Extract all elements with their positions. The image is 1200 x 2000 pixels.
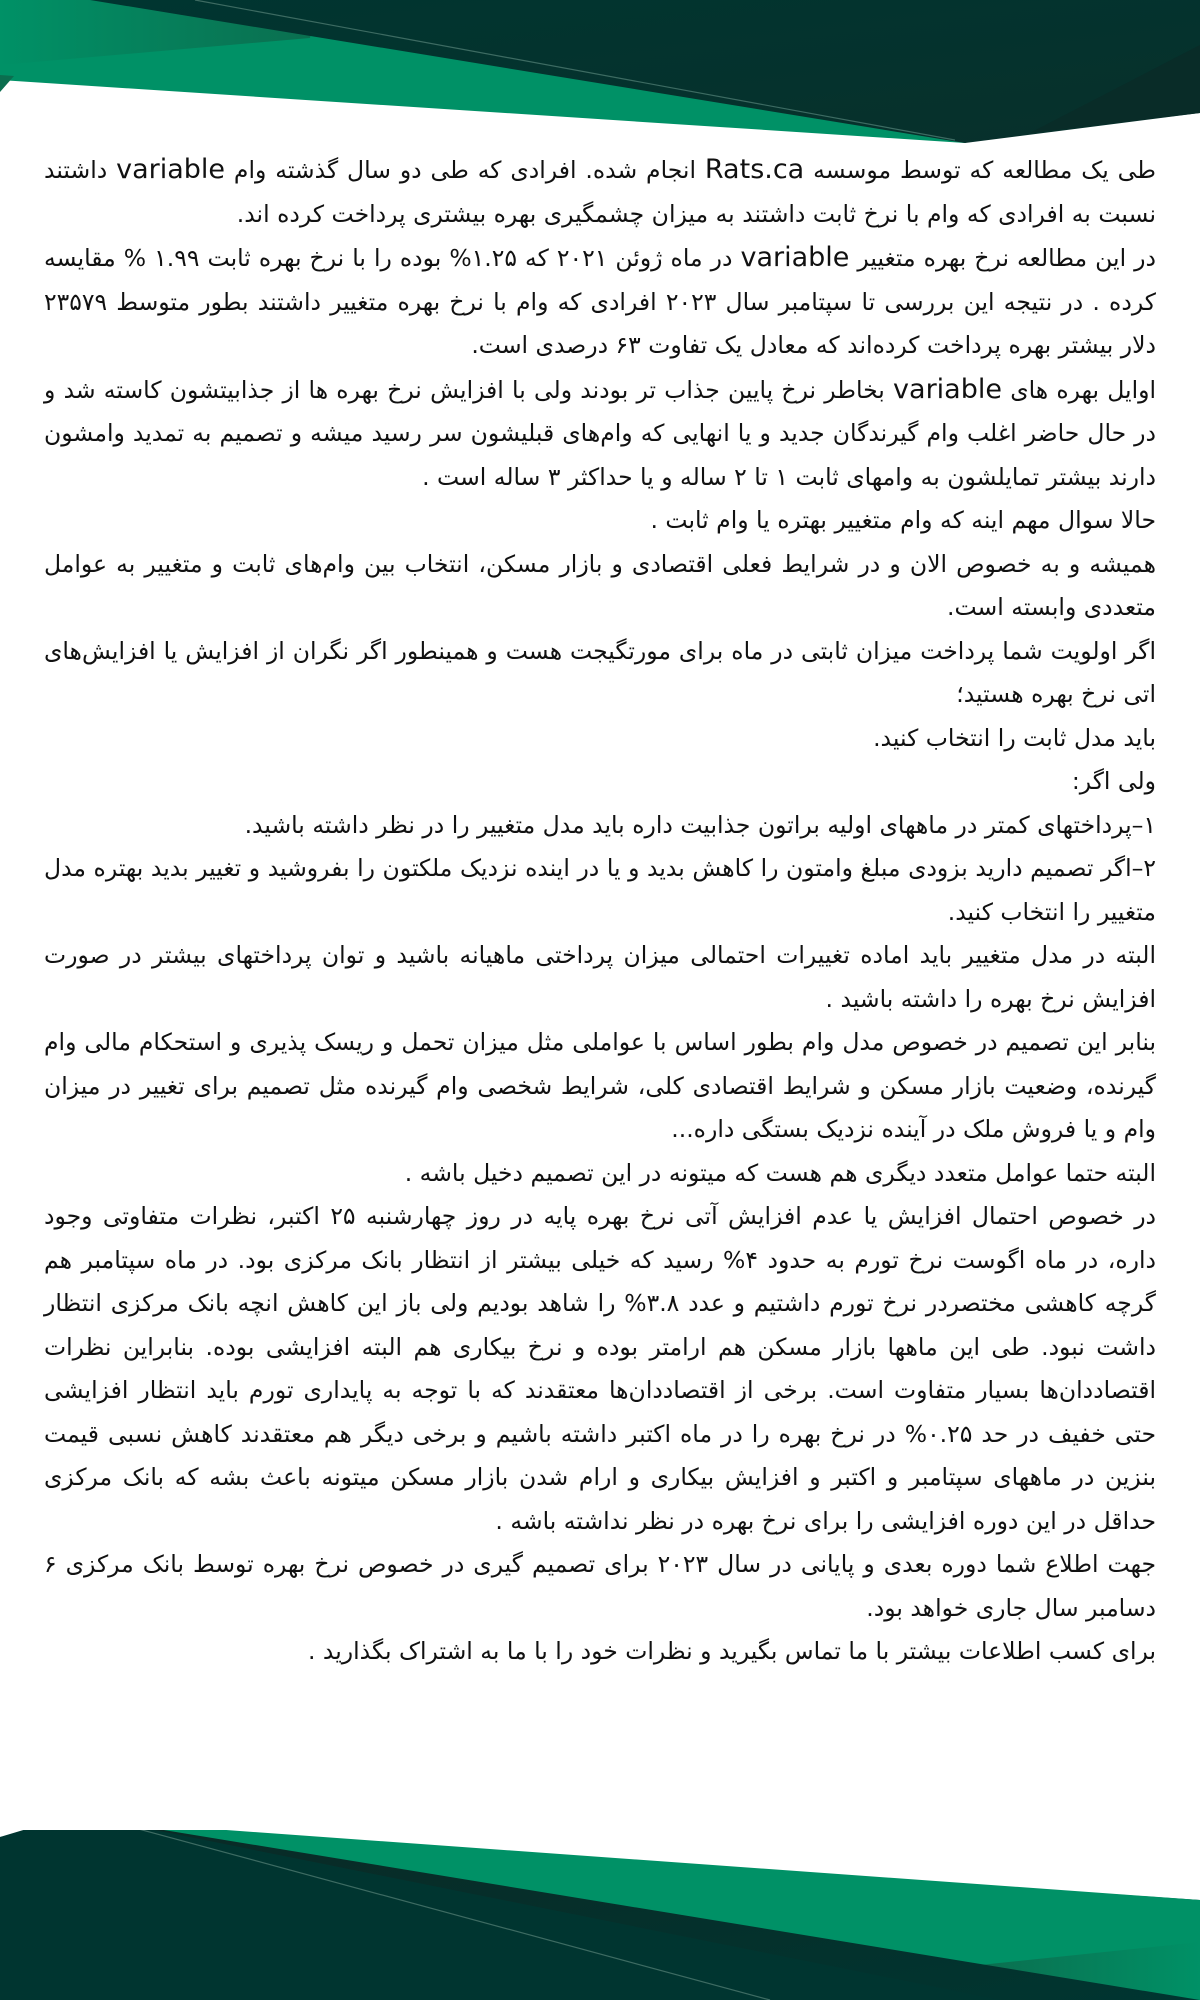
- latin-term: variable: [740, 242, 850, 273]
- paragraph-text: بخاطر نرخ پایین جذاب تر بودند ولی با افزایش نرخ بهره ها از جذابیتشون کاسته شد و در حال حاضر اغلب وام گیرندگان جدید و یا انهایی که وام‌های قبلیشون سر رسید میشه و تصمیم به تمدید وامشون دارند بیشتر تمایلشون به وامهای ثابت ۱ تا ۲ ساله و یا حداکثر ۳ ساله است .: [44, 375, 1156, 491]
- header-decoration: [0, 0, 1200, 145]
- header-left-corner: [0, 75, 14, 92]
- paragraph-text: ولی اگر:: [1071, 767, 1156, 795]
- paragraph-p3: [44, 368, 1156, 500]
- paragraph-p14: [44, 1195, 1156, 1543]
- footer-shapes: [0, 1830, 1200, 2000]
- paragraph-text: در خصوص احتمال افزایش یا عدم افزایش آتی نرخ بهره پایه در روز چهارشنبه ۲۵ اکتبر، نظرات متفاوتی وجود داره، در ماه اگوست نرخ تورم به حدود ۴% رسید که خیلی بیشتر از انتظار بانک مرکزی بود. در ماه سپتامبر هم گرچه کاهشی مختصردر نرخ تورم داشتیم و عدد ۳.۸% را شاهد بودیم ولی باز این کاهش انچه بانک مرکزی انتظار داشت نبود. طی این ماهها بازار مسکن هم ارامتر بوده و نرخ بیکاری هم البته افزایشی بوده. بنابراین نظرات اقتصاددان‌ها بسیار متفاوت است. برخی از اقتصاددان‌ها معتقدند که با توجه به پایداری تورم باید انتظار افزایشی حتی خفیف در حد ۰.۲۵% در نرخ بهره را در ماه اکتبر داشته باشیم و برخی دیگر هم معتقدند کاهش نسبی قیمت بنزین در ماههای سپتامبر و اکتبر و افزایش بیکاری و ارام شدن بازار مسکن میتونه باعث بشه که بانک مرکزی حداقل در این دوره افزایشی را برای نرخ بهره در نظر نداشته باشه .: [44, 1202, 1157, 1535]
- paragraph-p13: [96, 1152, 1156, 1196]
- paragraph-p15: [44, 1543, 1156, 1630]
- paragraph-p6: [44, 630, 1156, 717]
- paragraph-text: انجام شده. افرادی که طی دو سال گذشته وام: [225, 156, 705, 184]
- paragraph-text: باید مدل ثابت را انتخاب کنید.: [873, 723, 1156, 752]
- paragraph-text: ۲–اگر تصمیم دارید بزودی مبلغ وامتون را کاهش بدید و یا در اینده نزدیک ملکتون را بفروشید و تغییر بدید بهتره مدل متغییر را انتخاب کنید.: [44, 854, 1156, 926]
- paragraph-text: برای کسب اطلاعات بیشتر با ما تماس بگیرید و نظرات خود را با ما به اشتراک بگذارید .: [307, 1637, 1156, 1665]
- paragraph-text: البته حتما عوامل متعدد دیگری هم هست که میتونه در این تصمیم دخیل باشه .: [404, 1158, 1156, 1187]
- paragraph-text: جهت اطلاع شما دوره بعدی و پایانی در سال ۲۰۲۳ برای تصمیم گیری در خصوص نرخ بهره توسط بانک مرکزی ۶ دسامبر سال جاری خواهد بود.: [44, 1550, 1156, 1622]
- latin-term: Rats.ca: [704, 154, 805, 185]
- paragraph-text: اوایل بهره های: [1001, 375, 1156, 404]
- paragraph-p9: [96, 804, 1156, 848]
- paragraph-text: ۱–پرداختهای کمتر در ماههای اولیه براتون جذابیت داره باید مدل متغییر را در نظر داشته باشید.: [244, 810, 1156, 839]
- paragraph-p2: [44, 236, 1156, 368]
- paragraph-p11: [44, 934, 1156, 1021]
- latin-term: variable: [893, 373, 1002, 405]
- paragraph-text: در ماه ژوئن ۲۰۲۱ که ۱.۲۵% بوده را با نرخ بهره ثابت ۱.۹۹ % مقایسه کرده . در نتیجه این بررسی تا سپتامبر سال ۲۰۲۳ افرادی که وام با نرخ بهره متغییر داشتند بطور متوسط ۲۳۵۷۹ دلار بیشتر بهره پرداخت کرده‌اند که معادل یک تفاوت ۶۳ درصدی است.: [44, 244, 1156, 359]
- paragraph-p1: [44, 148, 1156, 236]
- paragraph-text: طی یک مطالعه که توسط موسسه: [804, 156, 1156, 184]
- paragraph-p16: [44, 1630, 1156, 1674]
- paragraph-p4: [44, 499, 1156, 543]
- article-body: [44, 148, 1156, 1674]
- paragraph-text: داشتند نسبت به افرادی که وام با نرخ ثابت داشتند به میزان چشمگیری بهره بیشتری پرداخت کرده اند.: [44, 156, 1156, 228]
- paragraph-p12: [44, 1021, 1156, 1152]
- paragraph-text: بنابر این تصمیم در خصوص مدل وام بطور اساس با عواملی مثل میزان تحمل و ریسک پذیری و استحکام مالی وام گیرنده، وضعیت بازار مسکن و شرایط اقتصادی کلی، شرایط شخصی وام گیرنده مثل تصمیم برای تغییر در میزان وام و یا فروش ملک در آینده نزدیک بستگی داره...: [44, 1028, 1156, 1143]
- footer-decoration: [0, 1830, 1200, 2000]
- latin-term: variable: [116, 154, 226, 185]
- paragraph-text: حالا سوال مهم اینه که وام متغییر بهتره یا وام ثابت .: [650, 506, 1156, 534]
- paragraph-p10: [44, 847, 1156, 934]
- paragraph-p8: [44, 760, 1156, 804]
- paragraph-p7: [44, 717, 1156, 761]
- paragraph-text: اگر اولویت شما پرداخت میزان ثابتی در ماه برای مورتگیجت هست و همینطور اگر نگران از افزایش یا افزایش‌های اتی نرخ بهره هستید؛: [44, 636, 1156, 708]
- paragraph-text: در این مطالعه نرخ بهره متغییر: [849, 244, 1156, 272]
- paragraph-text: البته در مدل متغییر باید اماده تغییرات احتمالی میزان پرداختی ماهیانه باشید و توان پرداختهای بیشتر در صورت افزایش نرخ بهره را داشته باشید .: [44, 941, 1156, 1013]
- header-shapes: [0, 0, 1200, 143]
- paragraph-p5: [44, 543, 1156, 630]
- paragraph-text: همیشه و به خصوص الان و در شرایط فعلی اقتصادی و بازار مسکن، انتخاب بین وام‌های ثابت و متغییر به عوامل متعددی وابسته است.: [44, 549, 1156, 621]
